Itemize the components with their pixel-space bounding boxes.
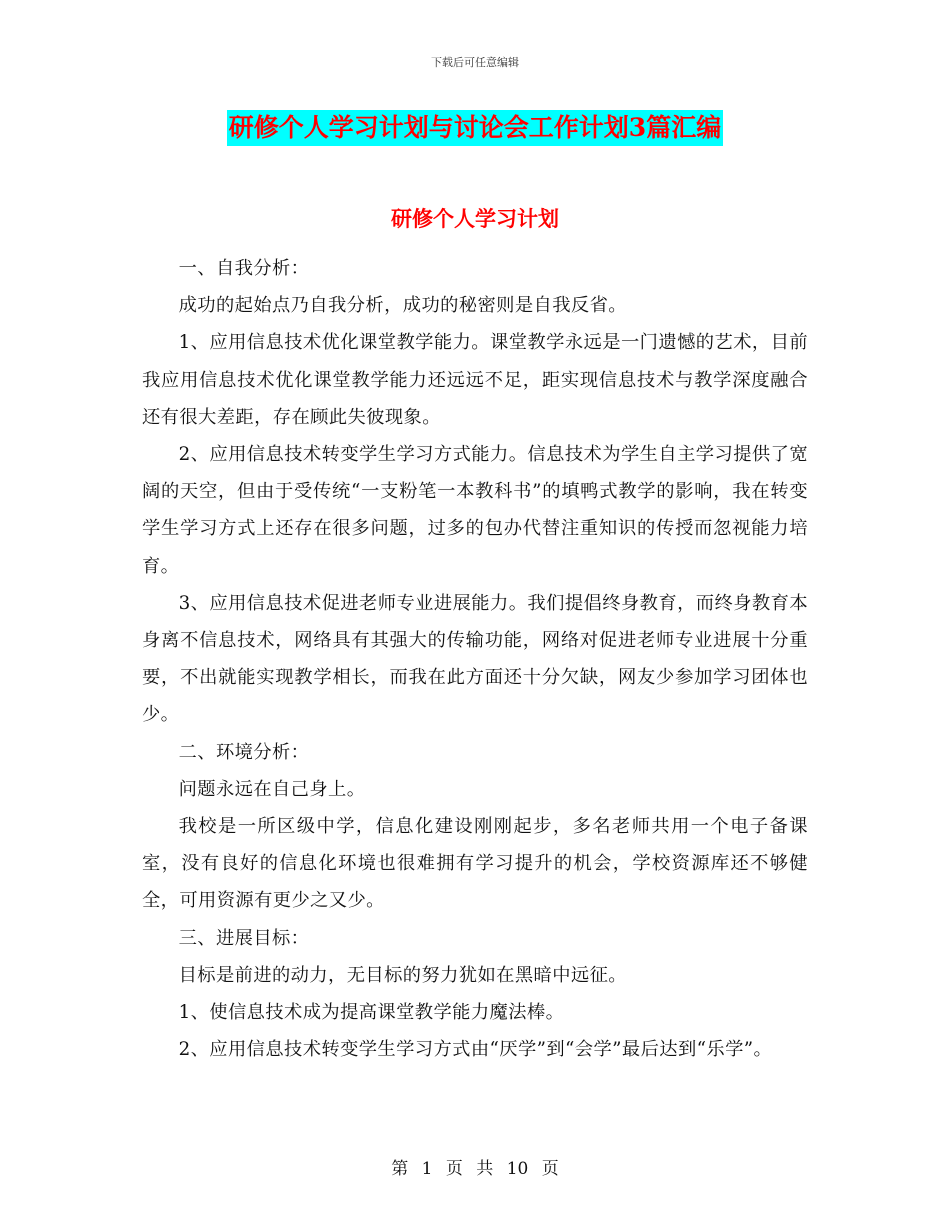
paragraph: 2、应用信息技术转变学生学习方式能力。信息技术为学生自主学习提供了宽阔的天空，但由于受传统“一支粉笔一本教科书”的填鸭式教学的影响，我在转变学生学习方式上还存在很多问题，过多的包办代替注重知识的传授而忽视能力培育。 [142,444,808,577]
page-footer: 第 1 页 共 10 页 [391,1159,559,1179]
paragraph: 二、环境分析： [178,741,310,763]
paragraph: 问题永远在自己身上。 [178,778,366,800]
paragraph: 我校是一所区级中学，信息化建设刚刚起步，多名老师共用一个电子备课室，没有良好的信息化环境也很难拥有学习提升的机会，学校资源库还不够健全，可用资源有更少之又少。 [142,816,808,912]
paragraph: 成功的起始点乃自我分析，成功的秘密则是自我反省。 [178,295,627,317]
body-text [142,250,808,1068]
paragraph: 3、应用信息技术促进老师专业进展能力。我们提倡终身教育，而终身教育本身离不信息技术，网络具有其强大的传输功能，网络对促进老师专业进展十分重要，不出就能实现教学相长，而我在此方面还十分欠缺，网友少参加学习团体也少。 [142,592,808,726]
section-title: 研修个人学习计划 [391,206,559,231]
paragraph: 目标是前进的动力，无目标的努力犹如在黑暗中远征。 [178,964,627,986]
header-note: 下载后可任意编辑 [431,56,519,69]
document-title: 研修个人学习计划与讨论会工作计划3篇汇编 [227,110,723,146]
paragraph: 三、进展目标： [178,927,310,949]
paragraph: 1、应用信息技术优化课堂教学能力。课堂教学永远是一门遗憾的艺术，目前我应用信息技术优化课堂教学能力还远远不足，距实现信息技术与教学深度融合还有很大差距，存在顾此失彼现象。 [142,332,808,428]
paragraph: 2、应用信息技术转变学生学习方式由“厌学”到“会学”最后达到“乐学”。 [178,1039,773,1061]
paragraph: 一、自我分析： [178,258,310,279]
paragraph: 1、使信息技术成为提高课堂教学能力魔法棒。 [178,1002,565,1024]
document-title-wrapper [0,110,950,146]
